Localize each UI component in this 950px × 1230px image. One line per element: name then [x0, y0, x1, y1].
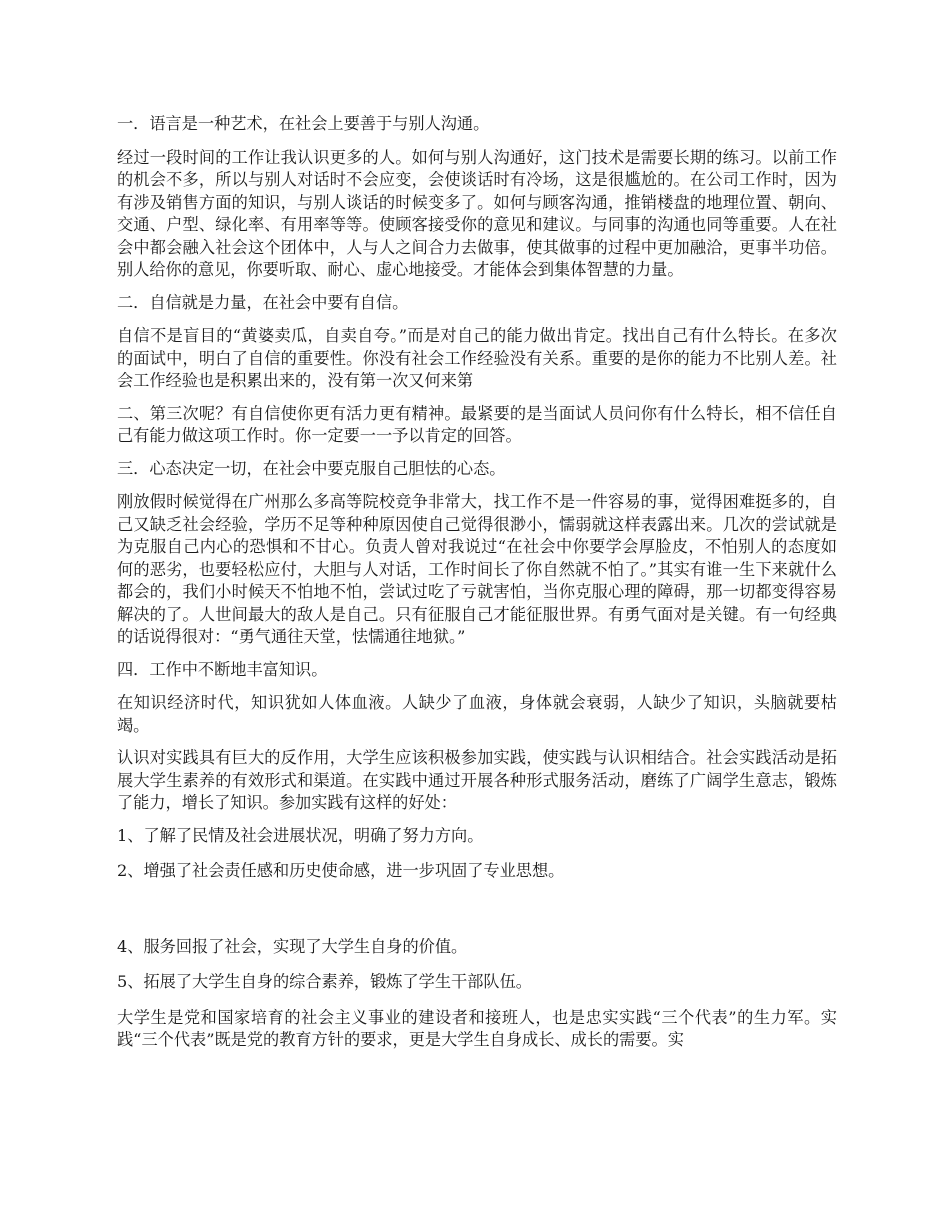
body-paragraph-communication: 经过一段时间的工作让我认识更多的人。如何与别人沟通好，这门技术是需要长期的练习。以前工作的机会不多，所以与别人对话时不会应变，会使谈话时有冷场，这是很尴尬的。在公司工作时，因为有涉及销售方面的知识，与别人谈话的时候变多了。如何与顾客沟通，推销楼盘的地理位置、朝向、交通、户型、绿化率、有用率等等。使顾客接受你的意见和建议。与同事的沟通也同等重要。人在社会中都会融入社会这个团体中，人与人之间合力去做事，使其做事的过程中更加融洽，更事半功倍。别人给你的意见，你要听取、耐心、虚心地接受。才能体会到集体智慧的力量。	[117, 147, 837, 279]
section-heading-2: 二．自信就是力量，在社会中要有自信。	[117, 292, 409, 312]
section-heading-3: 三．心态决定一切，在社会中要克服自己胆怯的心态。	[117, 458, 506, 478]
blank-spacer	[117, 896, 837, 936]
list-item-4: 4、服务回报了社会，实现了大学生自身的价值。	[117, 936, 468, 956]
body-paragraph-confidence: 自信不是盲目的“黄婆卖瓜，自卖自夸。”而是对自己的能力做出肯定。找出自己有什么特长。在多次的面试中，明白了自信的重要性。你没有社会工作经验没有关系。重要的是你的能力不比别人差。社会工作经验也是积累出来的，没有第一次又何来第	[117, 326, 837, 390]
body-paragraph-knowledge: 在知识经济时代，知识犹如人体血液。人缺少了血液，身体就会衰弱，人缺少了知识，头脑就要枯竭。	[117, 693, 837, 735]
section-heading-1: 一．语言是一种艺术，在社会上要善于与别人沟通。	[117, 114, 490, 133]
section-heading-4: 四．工作中不断地丰富知识。	[117, 659, 328, 679]
body-paragraph-attitude: 刚放假时候觉得在广州那么多高等院校竞争非常大，找工作不是一件容易的事，觉得困难挺多的，自己又缺乏社会经验，学历不足等种种原因使自己觉得很渺小，懦弱就这样表露出来。几次的尝试就是为克服自己内心的恐惧和不甘心。负责人曾对我说过“在社会中你要学会厚脸皮，不怕别人的态度如何的恶劣，也要轻松应付，大胆与人对话，工作时间长了你自然就不怕了。”其实有谁一生下来就什么都会的，我们小时候天不怕地不怕，尝试过吃了亏就害怕，当你克服心理的障碍，那一切都变得容易解决的了。人世间最大的敌人是自己。只有征服自己才能征服世界。有勇气面对是关键。有一句经典的话说得很对：“勇气通往天堂，怯懦通往地狱。”	[117, 492, 837, 646]
list-item-1: 1、了解了民情及社会进展状况，明确了努力方向。	[117, 825, 484, 845]
body-paragraph-students: 大学生是党和国家培育的社会主义事业的建设者和接班人，也是忠实实践“三个代表”的生力军。实践“三个代表”既是党的教育方针的要求，更是大学生自身成长、成长的需要。实	[117, 1007, 837, 1049]
body-paragraph-confidence-continued: 二、第三次呢？有自信使你更有活力更有精神。最紧要的是当面试人员问你有什么特长，相不信任自己有能力做这项工作时。你一定要一一予以肯定的回答。	[117, 403, 837, 445]
list-item-5: 5、拓展了大学生自身的综合素养，锻炼了学生干部队伍。	[117, 972, 532, 991]
document-page	[117, 113, 837, 1062]
list-item-2: 2、增强了社会责任感和历史使命感，进一步巩固了专业思想。	[117, 861, 565, 880]
body-paragraph-practice: 认识对实践具有巨大的反作用，大学生应该积极参加实践，使实践与认识相结合。社会实践活动是拓展大学生素养的有效形式和渠道。在实践中通过开展各种形式服务活动，磨练了广阔学生意志，锻炼了能力，增长了知识。参加实践有这样的好处：	[117, 748, 837, 812]
